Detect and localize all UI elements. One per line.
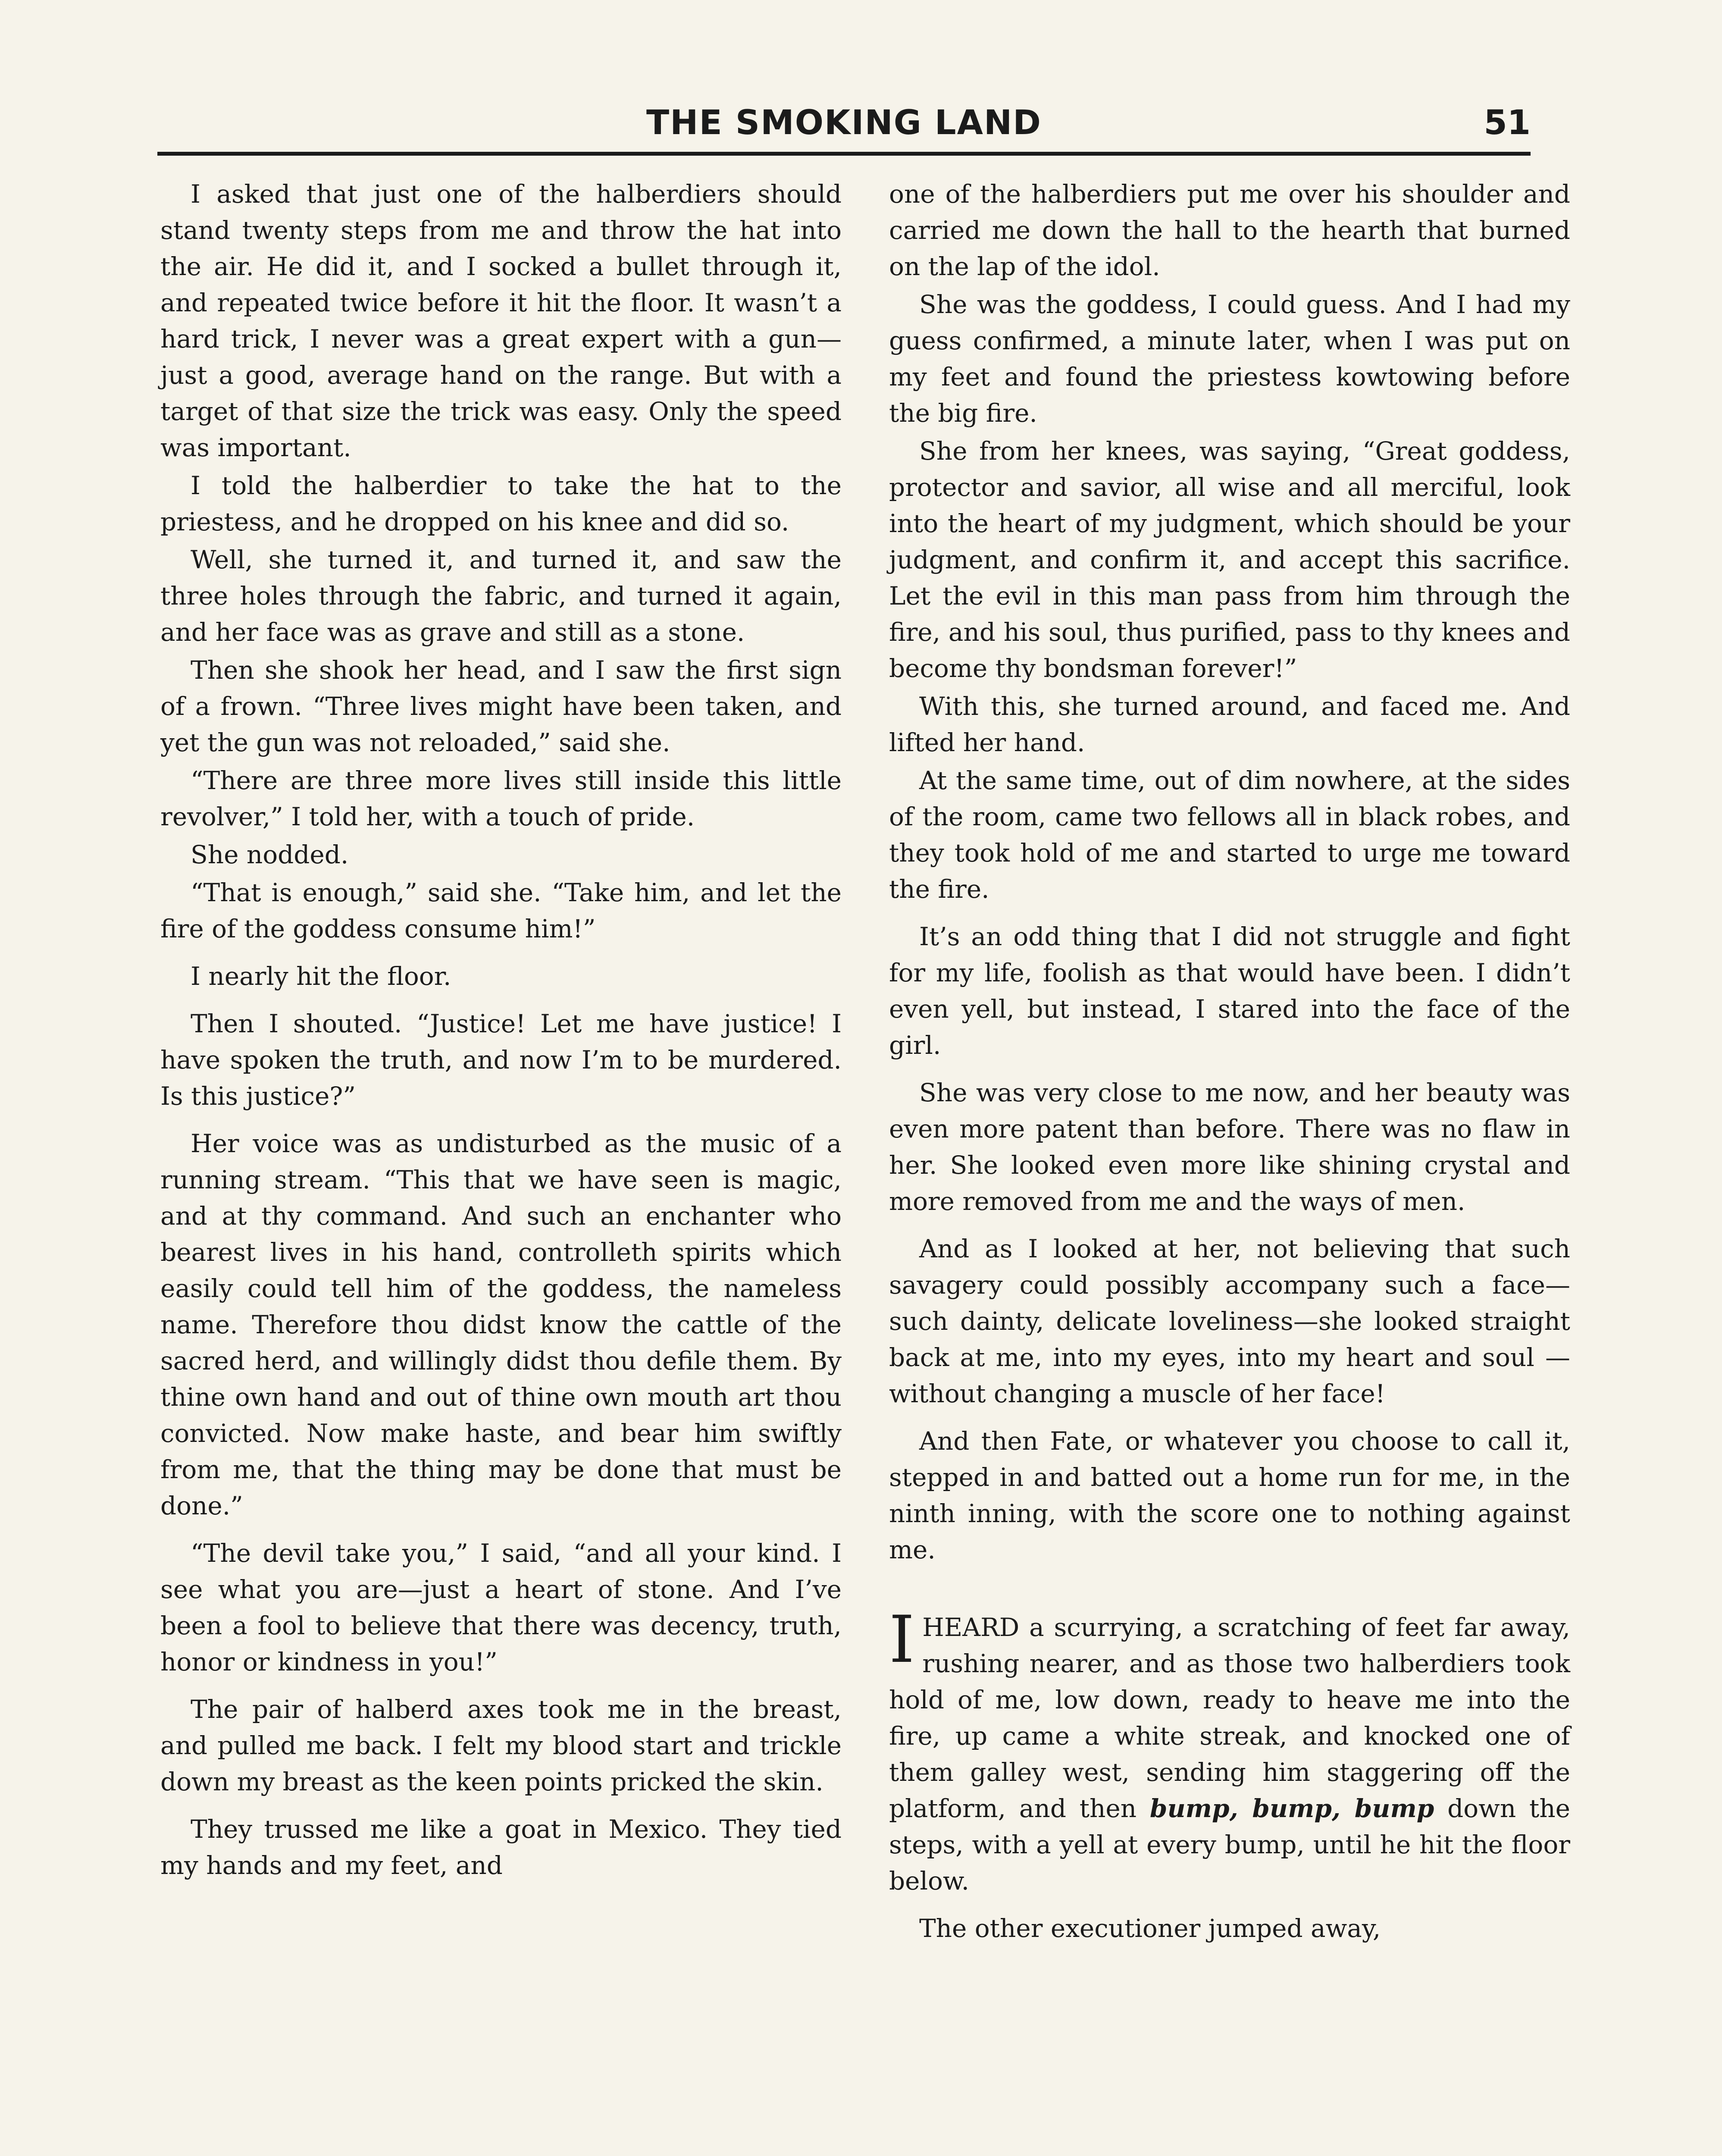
italic-phrase: bump, bump, bump <box>1149 1794 1434 1823</box>
section-text-end: down the steps, with a yell at every bump, until he hit the floor below. <box>889 1794 1571 1896</box>
section-text: a scurrying, a scratching of feet far away, rushing nearer, and as those two halberdiers took hold of me, low down, ready to heave me into the fire, up came a white streak, and knocked one of them galley west, sending him staggering off the platform, and then <box>889 1613 1570 1823</box>
running-head <box>157 99 1531 151</box>
page-number: 51 <box>1484 103 1531 142</box>
right-column <box>889 176 1570 1948</box>
paragraph: They trussed me like a goat in Mexico. They tied my hands and my feet, and <box>160 1814 842 1880</box>
page-title: THE SMOKING LAND <box>646 103 1042 142</box>
paragraph: I told the halberdier to take the hat to the priestess, and he dropped on his knee and did so. <box>160 471 842 536</box>
paragraph: With this, she turned around, and faced me. And lifted her hand. <box>889 692 1570 757</box>
paragraph: It’s an odd thing that I did not struggle and fight for my life, foolish as that would have been. I didn’t even yell, but instead, I stared into the face of the girl. <box>889 922 1570 1060</box>
paragraph: She from her knees, was saying, “Great goddess, protector and savior, all wise and all merciful, look into the heart of my judgment, which should be your judgment, and confirm it, and accept this sacrifice. Let the evil in this man pass from him through the fire, and his soul, thus purified, pass to thy knees and become thy bondsman forever!” <box>889 436 1570 683</box>
paragraph: I asked that just one of the halberdiers should stand twenty steps from me and throw the hat into the air. He did it, and I socked a bullet through it, and repeated twice before it hit the floor. It wasn’t a hard trick, I never was a great expert with a gun—just a good, average hand on the range. But with a target of that size the trick was easy. Only the speed was important. <box>160 179 842 462</box>
paragraph: Then I shouted. “Justice! Let me have justice! I have spoken the truth, and now I’m to be murdered. Is this justice?” <box>160 1009 842 1111</box>
paragraph: “The devil take you,” I said, “and all your kind. I see what you are—just a heart of stone. And I’ve been a fool to believe that there was decency, truth, honor or kindness in you!” <box>160 1539 842 1677</box>
paragraph: The pair of halberd axes took me in the breast, and pulled me back. I felt my blood start and trickle down my breast as the keen points pricked the skin. <box>160 1695 842 1796</box>
paragraph: “There are three more lives still inside this little revolver,” I told her, with a touch of pride. <box>160 766 842 831</box>
paragraph: At the same time, out of dim nowhere, at the sides of the room, came two fellows all in black robes, and they took hold of me and started to urge me toward the fire. <box>889 766 1570 904</box>
paragraph: She was the goddess, I could guess. And I had my guess confirmed, a minute later, when I was put on my feet and found the priestess kowtowing before the big fire. <box>889 290 1570 428</box>
drop-cap: I <box>889 1602 915 1677</box>
paragraph: “That is enough,” said she. “Take him, and let the fire of the goddess consume him!” <box>160 878 842 943</box>
section-opening-paragraph <box>889 1602 1571 1899</box>
paragraph: Her voice was as undisturbed as the music of a running stream. “This that we have seen is magic, and at thy command. And such an enchanter who bearest lives in his hand, controlleth spirits which easily could tell him of the goddess, the nameless name. Therefore thou didst know the cattle of the sacred herd, and willingly didst thou defile them. By thine own hand and out of thine own mouth art thou convicted. Now make haste, and bear him swiftly from me, that the thing may be done that must be done.” <box>160 1129 842 1520</box>
paragraph: Well, she turned it, and turned it, and saw the three holes through the fabric, and turned it again, and her face was as grave and still as a stone. <box>160 545 842 647</box>
header-rule <box>157 152 1531 156</box>
paragraph: one of the halberdiers put me over his shoulder and carried me down the hall to the hearth that burned on the lap of the idol. <box>889 179 1570 281</box>
paragraph: She nodded. <box>191 840 349 869</box>
paragraph: I nearly hit the floor. <box>191 962 451 991</box>
left-column <box>160 176 842 1885</box>
paragraph: The other executioner jumped away, <box>919 1914 1381 1943</box>
opening-caps: HEARD <box>922 1613 1020 1642</box>
paragraph: Then she shook her head, and I saw the first sign of a frown. “Three lives might have been taken, and yet the gun was not reloaded,” said she. <box>160 655 842 757</box>
paragraph: And then Fate, or whatever you choose to call it, stepped in and batted out a home run for me, in the ninth inning, with the score one to nothing against me. <box>889 1426 1570 1564</box>
paragraph: She was very close to me now, and her beauty was even more patent than before. There was no flaw in her. She looked even more like shining crystal and more removed from me and the ways of men. <box>889 1078 1570 1216</box>
paragraph: And as I looked at her, not believing that such savagery could possibly accompany such a face—such dainty, delicate loveliness—she looked straight back at me, into my eyes, into my heart and soul —without changing a muscle of her face! <box>889 1234 1570 1408</box>
